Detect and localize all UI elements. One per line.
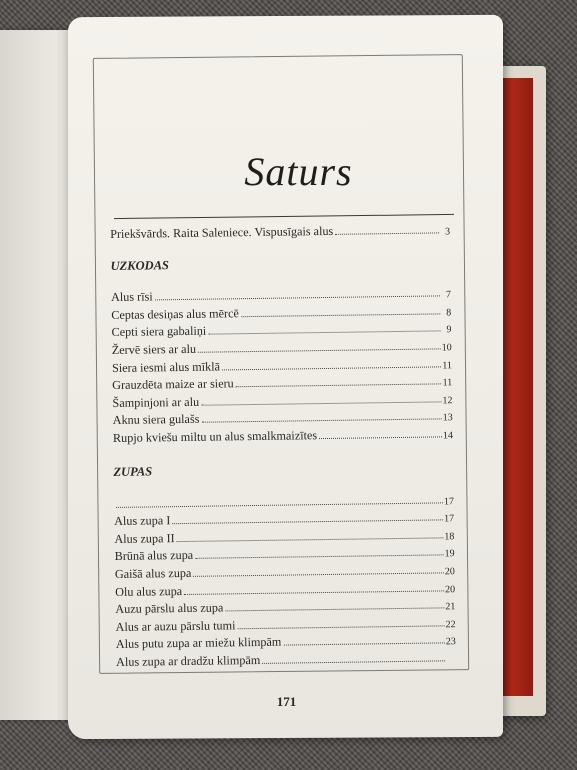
toc-leader-dots [208,330,440,335]
toc-entry-label: Priekšvārds. Raita Saleniece. Vispusīgais alus [110,223,334,241]
toc-leader-dots [172,519,443,525]
toc-leader-dots [222,365,441,370]
toc-leader-dots [201,418,441,423]
toc-entry-page: 23 [445,636,456,648]
toc-leader-dots [262,659,445,664]
toc-entry-page: 19 [444,548,455,560]
toc-section-heading: ZUPAS [113,464,153,479]
toc-entry-label: Alus putu zupa ar miežu klimpām [115,634,282,652]
toc-entry-label: Auzu pārslu alus zupa [115,600,224,617]
toc-entry-label: Siera iesmi alus mīklā [111,359,221,375]
toc-leader-dots [155,295,440,301]
toc-entry-label: Brūnā alus zupa [114,548,194,564]
toc-entry-page: 11 [442,359,453,371]
left-page-edge [0,30,78,720]
toc-entry-page: 20 [445,583,456,595]
toc-entry-page: 17 [444,513,455,525]
toc-entry-page: 18 [444,530,455,543]
toc-leader-dots [241,312,440,317]
toc-entry-label: Ceptas desiņas alus mērcē [111,305,239,322]
toc-leader-dots [195,554,443,559]
toc-leader-dots [177,536,444,542]
toc-entry-label: Alus ar auzu pārslu tumi [115,617,236,634]
toc-leader-dots [319,435,442,439]
toc-leader-dots [184,589,444,595]
toc-entry-label: Rupjo kviešu miltu un alus smalkmaizītes [112,428,318,445]
toc-entry-label: Žervē siers ar alu [111,341,197,357]
toc-entry-page: 10 [441,342,452,354]
toc-entry-label: Alus zupa I [114,513,171,529]
toc-entry-page: 20 [444,566,455,578]
toc-entry-label: Alus zupa II [114,530,175,546]
toc-entry-page: 13 [442,412,453,424]
toc-entry-page: 7 [445,289,452,301]
toc-leader-dots [283,642,444,646]
toc-entry-page: 17 [443,495,454,507]
toc-entry-label: Grauzdēta maize ar sieru [112,376,234,393]
toc-leader-dots [335,231,439,234]
toc-leader-dots [236,383,442,388]
toc-entry-page: 14 [442,430,454,442]
toc-leader-dots [116,501,443,508]
toc-leader-dots [193,571,444,576]
toc-entry-label: Alus zupa ar dradžu klimpām [116,652,261,669]
toc-entry-page: 3 [445,225,451,237]
toc-entry-label: Aknu siera gulašs [112,412,200,428]
toc-leader-dots [198,347,441,352]
toc-entry-page: 22 [445,618,456,631]
toc-entry-label: Olu alus zupa [115,583,183,599]
toc-entry-page: 9 [446,324,452,336]
toc-entry-label: Šampinjoni ar alu [112,394,200,410]
toc-leader-dots [237,624,444,629]
toc-entry-page: 11 [442,377,453,389]
toc-leader-dots [225,606,444,611]
toc-entry-label: Cepti siera gabaliņi [111,324,207,340]
toc-section-heading: UZKODAS [110,257,170,273]
page-title: Saturs [244,149,353,194]
toc-entry-page: 21 [445,601,456,613]
toc-entry-label: Alus rīsi [110,289,153,305]
toc-leader-dots [201,400,441,405]
toc-entry-page: 8 [446,307,452,319]
toc-entry-label: Gaišā alus zupa [114,565,192,581]
toc-entry-page: 12 [442,394,453,407]
table-of-contents [110,219,456,670]
page-number: 171 [276,694,297,709]
